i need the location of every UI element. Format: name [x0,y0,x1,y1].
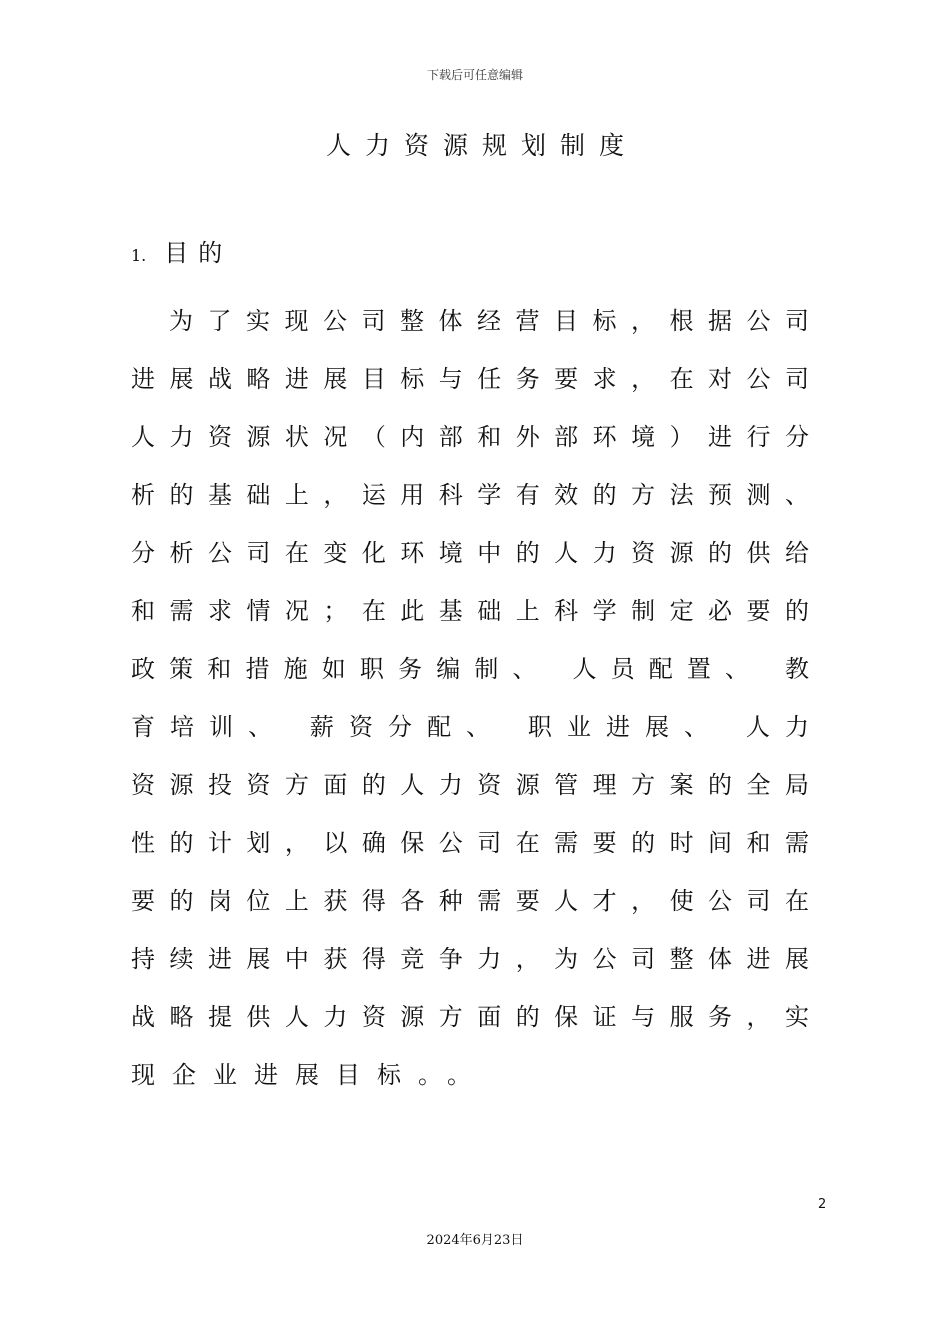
paragraph-line: 进展战略进展目标与任务要求，在对公司 [131,365,811,393]
paragraph-line: 要的岗位上获得各种需要人才，使公司在 [131,887,811,915]
page-number: 2 [818,1197,827,1212]
paragraph-line: 性的计划，以确保公司在需要的时间和需 [131,829,811,857]
paragraph-line: 人力资源状况（内部和外部环境）进行分 [131,423,811,451]
paragraph-line: 现企业进展目标。。 [131,1061,488,1089]
body-paragraph [131,292,811,1104]
paragraph-line: 战略提供人力资源方面的保证与服务，实 [131,1003,811,1031]
paragraph-line: 政策和措施如职务编制、 人员配置、 教 [131,655,811,683]
paragraph-line: 为了实现公司整体经营目标，根据公司 [169,307,811,335]
paragraph-line: 和需求情况；在此基础上科学制定必要的 [131,597,811,625]
header-note: 下载后可任意编辑 [426,68,523,82]
paragraph-line: 析的基础上，运用科学有效的方法预测、 [131,481,811,509]
paragraph-line: 育培训、 薪资分配、 职业进展、 人力 [131,713,811,741]
paragraph-line: 持续进展中获得竞争力，为公司整体进展 [131,945,811,973]
document-title: 人力资源规划制度 [325,131,638,160]
paragraph-line: 资源投资方面的人力资源管理方案的全局 [131,771,811,799]
section-number: 1. [131,246,147,265]
footer-date: 2024年6月23日 [426,1233,524,1248]
section-heading [131,233,232,268]
section-title: 目的 [164,239,233,267]
paragraph-line: 分析公司在变化环境中的人力资源的供给 [131,539,811,567]
